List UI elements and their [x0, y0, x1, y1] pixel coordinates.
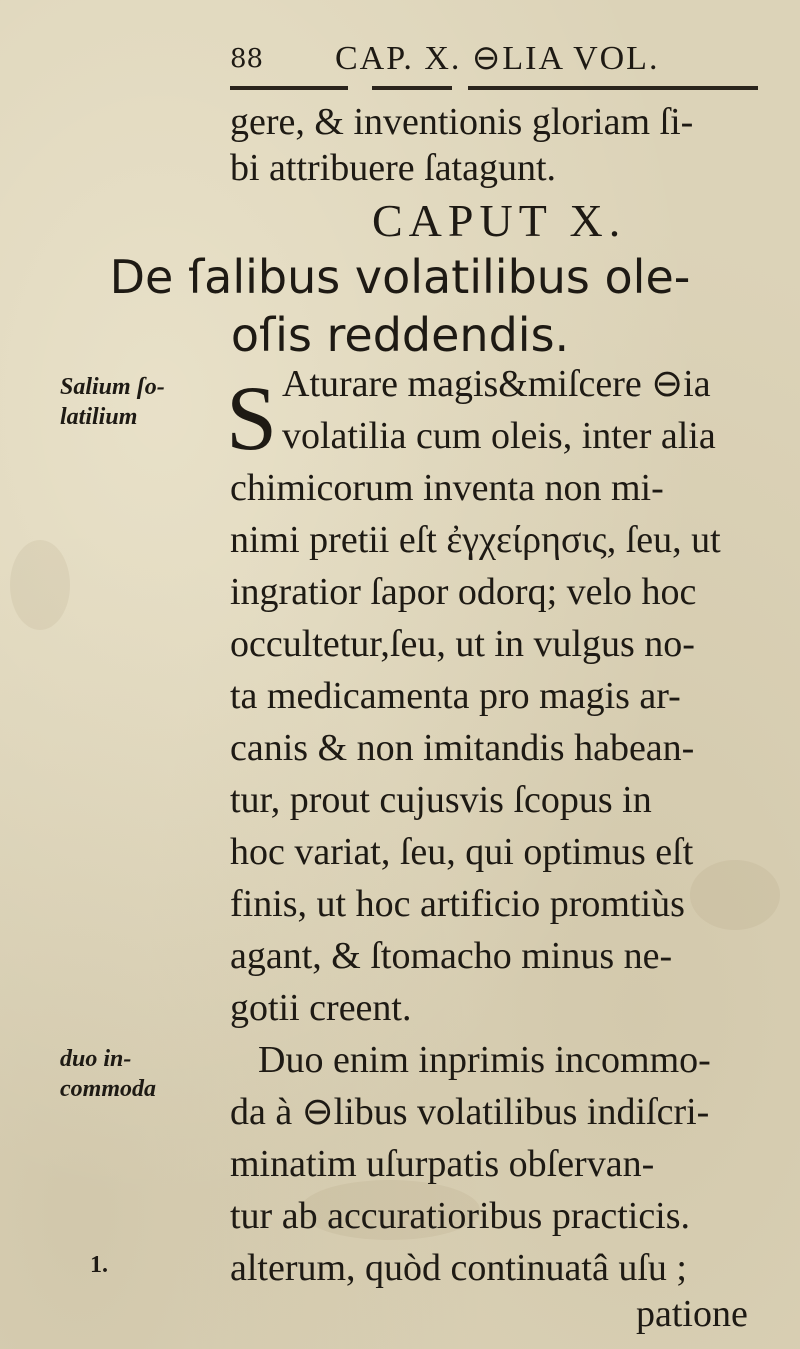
margin-note: 1.: [90, 1252, 108, 1278]
text-line: da à ⊖libus volatilibus indiſcri-: [230, 1091, 710, 1133]
margin-note: duo in-: [60, 1046, 132, 1072]
text-line: chimicorum inventa non mi-: [230, 467, 664, 509]
text-line: alterum, quòd continuatâ uſu ;: [230, 1247, 687, 1289]
text-line: ingratior ſapor odorq; velo hoc: [230, 571, 697, 613]
text-line: minatim uſurpatis obſervan-: [230, 1143, 655, 1185]
catchword: patione: [636, 1293, 748, 1335]
page-header: [230, 38, 770, 78]
header-rule-left: [230, 86, 348, 90]
chapter-heading: CAPUT X.: [372, 195, 627, 246]
chapter-title-line: oſis reddendis.: [230, 308, 570, 362]
running-title: CAP. X. ⊖LIA VOL.: [335, 40, 660, 77]
text-line: tur ab accuratioribus practicis.: [230, 1195, 691, 1237]
text-line: Aturare magis&miſcere ⊖ia: [282, 363, 711, 405]
text-line: hoc variat, ſeu, qui optimus eſt: [230, 831, 694, 873]
text-line: bi attribuere ſatagunt.: [230, 147, 557, 189]
text-line: occultetur,ſeu, ut in vulgus no-: [230, 623, 695, 665]
text-line: volatilia cum oleis, inter alia: [282, 415, 716, 457]
margin-note: latilium: [60, 404, 138, 430]
chapter-title-line: De ſalibus volatilibus ole-: [109, 250, 691, 304]
text-line: ta medicamenta pro magis ar-: [230, 675, 681, 717]
drop-cap: S: [226, 367, 278, 469]
text-line: nimi pretii eſt ἐγχείρησις, ſeu, ut: [230, 519, 721, 561]
text-line: Duo enim inprimis incommo-: [258, 1039, 711, 1081]
text-line: tur, prout cujusvis ſcopus in: [230, 779, 652, 821]
text-line: gere, & inventionis gloriam ſi-: [230, 101, 694, 143]
header-rule-mid: [372, 86, 452, 90]
text-line: agant, & ſtomacho minus ne-: [230, 935, 673, 977]
page-number: 88: [230, 44, 264, 74]
margin-note: commoda: [60, 1076, 156, 1102]
text-line: finis, ut hoc artificio promtiùs: [230, 883, 685, 925]
text-line: gotii creent.: [230, 987, 412, 1029]
header-rule-right: [468, 86, 758, 90]
margin-note: Salium ſo-: [60, 374, 165, 400]
text-line: canis & non imitandis habean-: [230, 727, 695, 769]
